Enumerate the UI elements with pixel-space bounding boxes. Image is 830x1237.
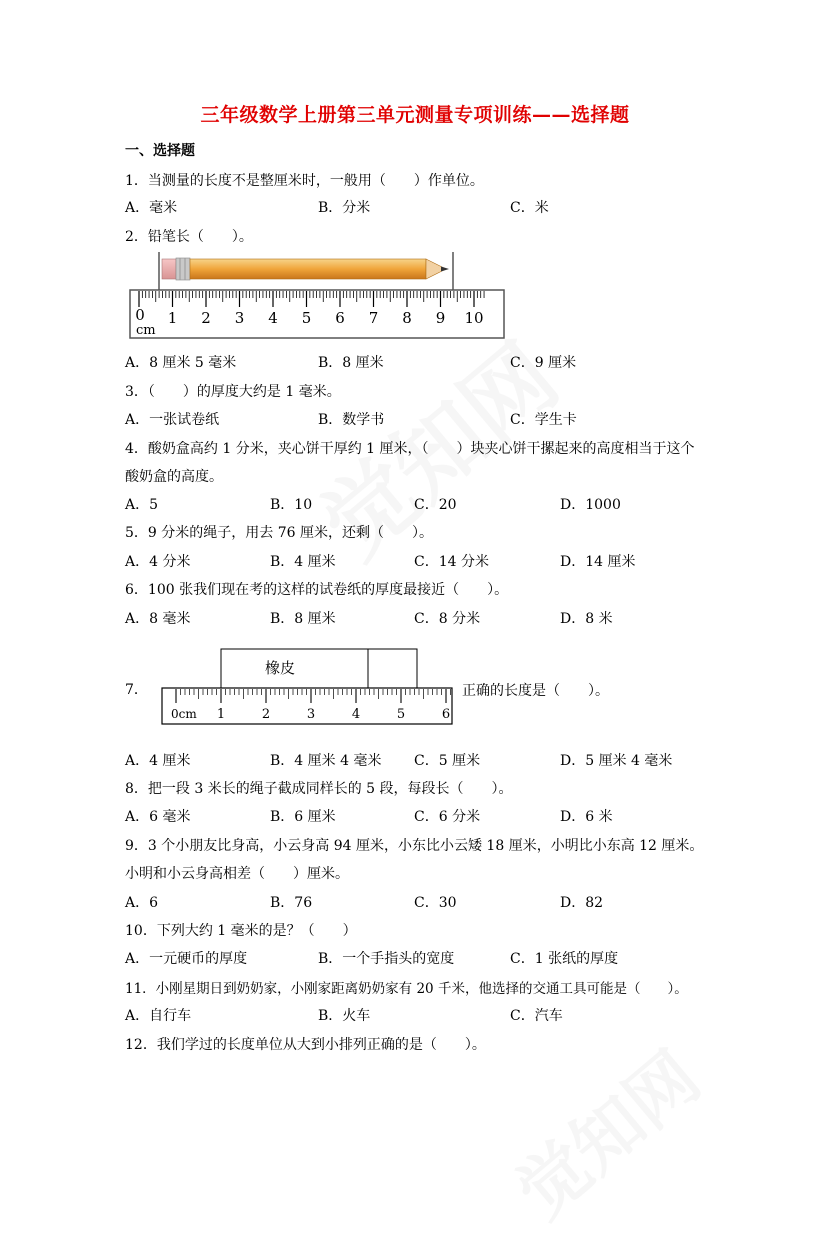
ruler-icon xyxy=(162,688,452,724)
q3-option-c: C．学生卡 xyxy=(510,412,577,428)
ruler-unit-label: cm xyxy=(136,323,156,338)
q4-option-a: A．5 xyxy=(125,497,159,513)
ruler-number: 3 xyxy=(306,707,316,722)
q5-option-d: D．14 厘米 xyxy=(560,554,636,570)
question-8: 8．把一段 3 米长的绳子截成同样长的 5 段，每段长（ ）。 xyxy=(125,781,513,797)
ruler-number: 8 xyxy=(402,309,412,327)
q9-option-d: D．82 xyxy=(560,895,604,911)
q6-option-c: C．8 分米 xyxy=(414,611,481,627)
ruler-number: 2 xyxy=(261,707,271,722)
q1-option-a: A．毫米 xyxy=(125,200,178,216)
question-12: 12．我们学过的长度单位从大到小排列正确的是（ ）。 xyxy=(125,1037,486,1053)
question-6: 6．100 张我们现在考的这样的试卷纸的厚度最接近（ ）。 xyxy=(125,582,509,598)
q7-option-c: C．5 厘米 xyxy=(414,753,481,769)
question-10: 10．下列大约 1 毫米的是？（ ） xyxy=(125,923,357,939)
q8-option-c: C．6 分米 xyxy=(414,809,481,825)
q6-option-d: D．8 米 xyxy=(560,611,613,627)
q3-option-a: A．一张试卷纸 xyxy=(125,412,220,428)
question-11: 11．小刚星期日到奶奶家，小刚家距离奶奶家有 20 千米，他选择的交通工具可能是（ ）。 xyxy=(125,981,688,997)
ruler-number: 6 xyxy=(335,309,345,327)
q2-option-c: C．9 厘米 xyxy=(510,355,577,371)
ruler-number: 5 xyxy=(301,309,312,327)
q2-option-a: A．8 厘米 5 毫米 xyxy=(125,355,237,371)
ruler-icon xyxy=(130,290,504,338)
q4-option-c: C．20 xyxy=(414,497,457,513)
question-5: 5．9 分米的绳子，用去 76 厘米，还剩（ ）。 xyxy=(125,525,433,541)
q4-option-b: B．10 xyxy=(270,497,313,513)
q6-option-b: B．8 厘米 xyxy=(270,611,336,627)
question-4-line-1: 4．酸奶盒高约 1 分米，夹心饼干厚约 1 厘米，（ ）块夹心饼干摞起来的高度相当于这个 xyxy=(125,441,695,457)
eraser-ruler-svg xyxy=(160,648,460,728)
pencil-ruler-figure xyxy=(128,250,508,346)
q3-option-b: B．数学书 xyxy=(318,412,385,428)
question-9-line-1: 9．3 个小朋友比身高，小云身高 94 厘米，小东比小云矮 18 厘米，小明比小东高 12 厘米。 xyxy=(125,838,704,854)
page-title: 三年级数学上册第三单元测量专项训练——选择题 xyxy=(200,104,630,126)
ruler-number: 3 xyxy=(234,309,245,327)
q9-option-b: B．76 xyxy=(270,895,313,911)
q10-option-c: C．1 张纸的厚度 xyxy=(510,951,619,967)
question-7: 正确的长度是（ ）。 xyxy=(462,683,609,699)
eraser-ruler-figure xyxy=(160,648,460,732)
q4-option-d: D．1000 xyxy=(560,497,621,513)
q5-option-a: A．4 分米 xyxy=(125,554,191,570)
q7-option-b: B．4 厘米 4 毫米 xyxy=(270,753,382,769)
q5-option-c: C．14 分米 xyxy=(414,554,489,570)
q7-option-d: D．5 厘米 4 毫米 xyxy=(560,753,673,769)
eraser-icon xyxy=(221,649,417,688)
q9-option-c: C．30 xyxy=(414,895,457,911)
question-7-number: 7． xyxy=(125,682,148,698)
ruler-number: 10 xyxy=(464,309,484,327)
q8-option-a: A．6 毫米 xyxy=(125,809,191,825)
ruler-unit-label: 0cm xyxy=(171,707,197,721)
question-2: 2．铅笔长（ ）。 xyxy=(125,229,253,245)
ruler-number: 4 xyxy=(351,707,361,722)
q11-option-a: A．自行车 xyxy=(125,1008,192,1024)
q8-option-d: D．6 米 xyxy=(560,809,613,825)
ruler-number: 5 xyxy=(396,707,406,722)
eraser-label: 橡皮 xyxy=(265,659,296,677)
q1-option-b: B．分米 xyxy=(318,200,371,216)
pencil-ruler-svg xyxy=(128,250,508,342)
q10-option-b: B．一个手指头的宽度 xyxy=(318,951,455,967)
q11-option-c: C．汽车 xyxy=(510,1008,563,1024)
question-9-line-2: 小明和小云身高相差（ ）厘米。 xyxy=(125,866,349,882)
q9-option-a: A．6 xyxy=(125,895,159,911)
q8-option-b: B．6 厘米 xyxy=(270,809,336,825)
ruler-number: 7 xyxy=(368,309,379,327)
q2-option-b: B．8 厘米 xyxy=(318,355,384,371)
ruler-number: 9 xyxy=(435,309,446,327)
q7-option-a: A．4 厘米 xyxy=(125,753,191,769)
q11-option-b: B．火车 xyxy=(318,1008,371,1024)
ruler-number: 2 xyxy=(201,309,211,327)
ruler-number: 1 xyxy=(167,309,178,327)
ruler-number: 1 xyxy=(216,707,226,722)
question-3: 3．（ ）的厚度大约是 1 毫米。 xyxy=(125,384,341,400)
watermark-bottom xyxy=(492,1024,718,1236)
question-1: 1．当测量的长度不是整厘米时，一般用（ ）作单位。 xyxy=(125,173,484,189)
pencil-icon xyxy=(162,258,449,280)
ruler-number-zero: 0 xyxy=(135,306,145,324)
q10-option-a: A．一元硬币的厚度 xyxy=(125,951,248,967)
q5-option-b: B．4 厘米 xyxy=(270,554,336,570)
section-heading: 一、选择题 xyxy=(125,143,195,159)
ruler-number: 4 xyxy=(268,309,278,327)
question-4-line-2: 酸奶盒的高度。 xyxy=(125,469,223,485)
q6-option-a: A．8 毫米 xyxy=(125,611,191,627)
q1-option-c: C．米 xyxy=(510,200,549,216)
ruler-number: 6 xyxy=(441,707,451,722)
